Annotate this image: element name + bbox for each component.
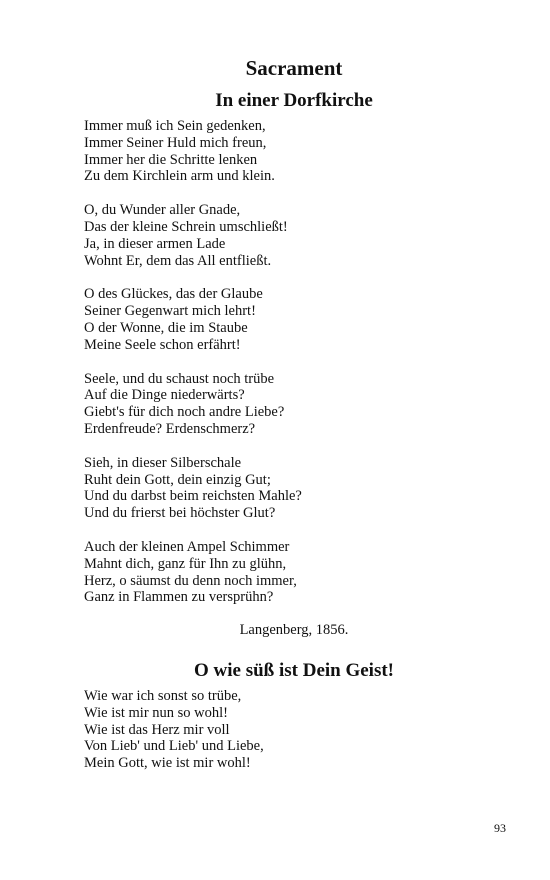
verse-line: Immer her die Schritte lenken: [84, 151, 258, 168]
verse-line: Und du darbst beim reichsten Mahle?: [84, 488, 302, 505]
poem-title: O wie süß ist Dein Geist!: [193, 660, 395, 681]
verse-line: Immer muß ich Sein gedenken,: [84, 118, 266, 134]
verse-line: Erdenfreude? Erdenschmerz?: [84, 420, 256, 437]
verse-line: Seiner Gegenwart mich lehrt!: [84, 303, 256, 320]
verse-line: Ruht dein Gott, dein einzig Gut;: [84, 471, 271, 488]
verse-line: Herz, o säumst du denn noch immer,: [84, 572, 297, 589]
place-date-signature: Langenberg, 1856.: [239, 622, 349, 638]
verse-line: Auch der kleinen Ampel Schimmer: [84, 538, 290, 555]
verse-line: Mahnt dich, ganz für Ihn zu glühn,: [84, 555, 287, 572]
verse-line: Auf die Dinge niederwärts?: [84, 387, 245, 404]
verse-line: Giebt's für dich noch andre Liebe?: [84, 404, 285, 421]
poem-title: In einer Dorfkirche: [215, 90, 373, 111]
verse-line: Von Lieb' und Lieb' und Liebe,: [84, 738, 264, 755]
verse-line: Wie ist das Herz mir voll: [84, 721, 230, 738]
verse-line: Und du frierst bei höchster Glut?: [84, 505, 276, 522]
verse-line: O der Wonne, die im Staube: [84, 319, 248, 336]
verse-line: Ja, in dieser armen Lade: [84, 235, 226, 252]
stanza: [84, 202, 504, 269]
poem-body: [84, 118, 504, 623]
verse-line: Sieh, in dieser Silberschale: [84, 454, 242, 471]
verse-line: Wie war ich sonst so trübe,: [84, 688, 242, 704]
verse-line: Ganz in Flammen zu versprühn?: [84, 589, 274, 606]
verse-line: Wohnt Er, dem das All entfließt.: [84, 252, 272, 269]
verse-line: Wie ist mir nun so wohl!: [84, 704, 229, 721]
verse-line: Zu dem Kirchlein arm und klein.: [84, 168, 275, 185]
verse-line: Meine Seele schon erfährt!: [84, 336, 241, 353]
verse-line: O, du Wunder aller Gnade,: [84, 202, 241, 219]
page-number: 93: [494, 821, 506, 835]
stanza: [84, 118, 504, 185]
verse-line: Immer Seiner Huld mich freun,: [84, 134, 267, 151]
stanza: [84, 455, 504, 522]
stanza: [84, 688, 504, 772]
stanza: [84, 371, 504, 438]
verse-line: O des Glückes, das der Glaube: [84, 286, 263, 303]
verse-line: Das der kleine Schrein umschließt!: [84, 218, 288, 235]
section-title: Sacrament: [245, 56, 343, 80]
verse-line: Seele, und du schaust noch trübe: [84, 370, 275, 387]
verse-line: Mein Gott, wie ist mir wohl!: [84, 755, 251, 772]
poem-body: [84, 688, 504, 789]
stanza: [84, 286, 504, 353]
stanza: [84, 539, 504, 606]
